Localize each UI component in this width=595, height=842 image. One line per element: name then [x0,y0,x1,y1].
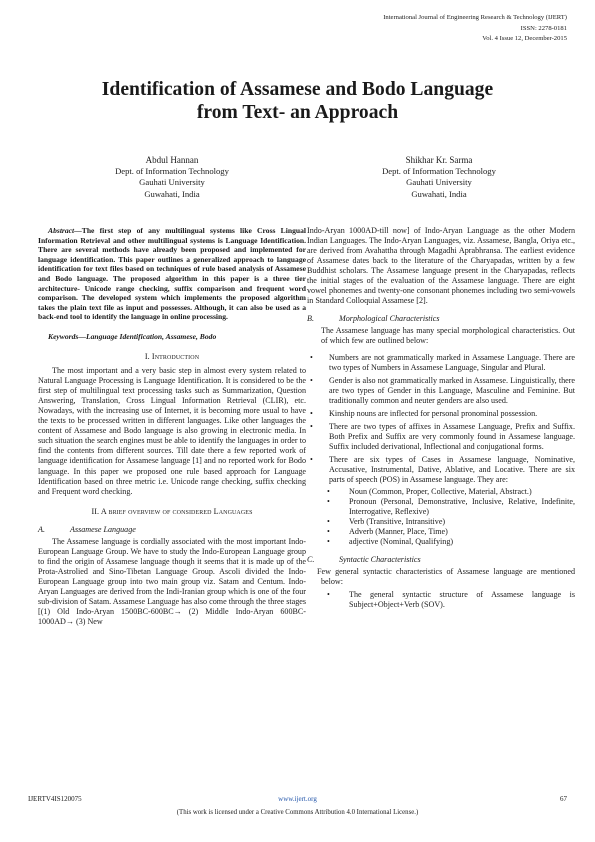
section-heading-languages: II. A brief overview of considered Languages [91,506,253,516]
subsection-title: Syntactic Characteristics [339,555,421,565]
bullet-icon: • [327,487,330,497]
pos-item: • adjective (Nominal, Qualifying) [327,537,454,547]
syntactic-list [307,590,575,610]
author-university: Gauhati University [406,177,472,188]
subsection-heading-syntactic [307,555,575,565]
subsection-letter: C. [307,555,315,565]
footer-url-link[interactable]: www.ijert.org [278,795,317,803]
author-university: Gauhati University [139,177,205,188]
syntactic-intro: Few general syntactic characteristics of Assamese language are mentioned below: [317,567,575,587]
list-item: • Kinship nouns are inflected for personal pronominal possession. [310,408,538,418]
pos-item: • Pronoun (Personal, Demonstrative, Inclusive, Relative, Indefinite, Interrogative, Reflexive) [327,497,575,517]
author-name: Shikhar Kr. Sarma [405,155,473,165]
right-column [307,226,575,610]
pos-item: • Noun (Common, Proper, Collective, Material, Abstract.) [327,487,532,497]
license-notice: (This work is licensed under a Creative Commons Attribution 4.0 International License.) [176,809,419,816]
subsection-letter: B. [307,314,314,324]
bullet-icon: • [310,352,313,362]
pos-item: • Adverb (Manner, Place, Time) [327,527,448,537]
journal-header [383,13,567,45]
abstract [38,226,306,322]
bullet-icon: • [327,589,330,599]
paper-title [0,78,595,124]
subsection-heading-assamese [38,525,306,535]
journal-name: International Journal of Engineering Research & Technology (IJERT) [383,14,567,21]
subsection-title: Morphological Characteristics [339,314,440,324]
list-item: • Numbers are not grammatically marked in Assamese Language. There are two types of Numbers in Assamese Language, Singular and Plural. [310,352,575,372]
author-dept: Dept. of Information Technology [382,166,496,177]
keywords: Keywords—Language Identification, Assamese, Bodo [48,331,217,341]
journal-volume: Vol. 4 Issue 12, December-2015 [482,35,567,43]
assamese-paragraph: The Assamese language is cordially associated with the most important Indo-European Language Group. We have to study the Indo-European Language group to find the origin of Assamese language though it seems that it is made up of the Prota-Astrolied and Sino-Tibetan Language Group. Ascoli divided the Indo-European Language group into two main group viz. Satam and Centum. Indo-Aryan Languages are derived from the Indi-Iranian group which is one of the four sub-division of Satam. Assamese Language has also come through the three stages [(1) Old Indo-Aryan 1500BC-600BC→ (2) Middle Indo-Aryan 600BC-1000AD→ (3) New [38,536,306,627]
bullet-icon: • [327,527,330,537]
introduction-paragraph: The most important and a very basic step in almost every system related to Natural Language Processing is Language Identification. It is considered to be the first step of multilingual text processing tasks such as Summarization, Question Answering, Translation, Cross Lingual Information Retrieval (CLIR), etc. Nowadays, with the increasing use of Internet, it is becoming more usual to have the texts to be processed written in different languages. Like other languages the content of Assamese and Bodo language is also growing in electronic media. In such situation the search engines must be able to identify the languages in order to find the contents from different sources. Till date there a few reported work of language identification for Assamese language [1] and no reported work for Bodo language. In this paper we proposed one rule based approach for Language Identification based on three metric i.e. Unicode range checking, suffix checking and Frequent word checking. [38,366,306,496]
list-item: • There are six types of Cases in Assamese language, Nominative, Accusative, Instrumental, Dative, Ablative, and Locative. There are six parts of speech (POS) in Assamese language. They are: • Noun (Common, Proper, Collective, Material, Abstract.) • Pronoun (Personal, Demonstrative, Inclusive, Relative, Indefinite, Interrogative, Reflexive) • Verb (Transitive, Intransitive) • Adverb (Manner, Place, Time) • adjective (Nominal, Qualifying) [307,455,575,547]
footer-page-number: 67 [560,795,567,803]
pos-list [307,487,575,547]
bullet-icon: • [310,454,313,464]
author-city: Guwahati, India [411,188,467,199]
author-city: Guwahati, India [144,188,200,199]
morphological-list [307,353,575,548]
assamese-paragraph-continued: Indo-Aryan 1000AD-till now] of Indo-Aryan Language as the other Modern Indian Languages. The Indo-Aryan Languages, viz. Assamese, Bangla, Oriya etc., are derived from Avahattha through Magadhi Aprabhransa. The earliest evidence of Assamese dates back to the literature of the Charyapadas, written by a few Buddhist scholars. The Assamese language present in the Charyapadas, reflects the initial stages of the evaluation of the Assamese language. There are eight vowel phonemes and twenty-one consonant phonemes including two semi-vowels in Standard Colloquial Assamese [2]. [307,226,575,306]
list-item: • Gender is also not grammatically marked in Assamese. Linguistically, there are two types of Gender in this Language, Masculine and Feminine. But traditionally common and neuter genders are also used. [310,375,575,405]
list-item: • There are two types of affixes in Assamese Language, Prefix and Suffix. Both Prefix and Suffix are very commonly found in Assamese language. Suffix included derivational, Inflectional and conjugational forms. [310,421,575,451]
subsection-heading-morphological [307,314,575,324]
section-heading-introduction: I. Introduction [144,351,200,361]
left-column [38,226,306,627]
abstract-label: Abstract [48,226,75,235]
bullet-icon: • [310,375,313,385]
subsection-letter: A. [38,524,45,534]
paper-title-line-1: Identification of Assamese and Bodo Language [101,79,494,100]
abstract-text: —The first step of any multilingual systems like Cross Lingual Information Retrieval and other multilingual systems is Language Identification. There are several methods have already been proposed and implemented for language identification. This paper outlines a generalized approach to language identification for text files based on techniques of rule based analysis of Assamese and Bodo language. The proposed algorithm in this paper is a three tier architecture- Unicode range checking, suffix comparison and frequent word comparison. The developed system which implements the proposed algorithm takes the plain text file as input and possesses. Although, it can also be used as a back-end tool to identify the language in online processing. [38,226,306,322]
author-block-2 [329,155,549,200]
bullet-icon: • [310,421,313,431]
bullet-icon: • [327,517,330,527]
morphological-intro: The Assamese language has many special morphological characteristics. Out of which few are outlined below: [321,326,575,346]
bullet-icon: • [327,497,330,507]
bullet-icon: • [310,408,313,418]
list-item: • The general syntactic structure of Assamese language is Subject+Object+Verb (SOV). [327,589,575,609]
footer-paper-id: IJERTV4IS120075 [28,795,82,803]
journal-issn: ISSN: 2278-0181 [520,24,567,32]
author-name: Abdul Hannan [145,155,199,165]
pos-item: • Verb (Transitive, Intransitive) [327,517,446,527]
bullet-icon: • [327,537,330,547]
author-block-1 [62,155,282,200]
subsection-title: Assamese Language [70,524,136,534]
author-dept: Dept. of Information Technology [115,166,229,177]
paper-title-line-2: from Text- an Approach [196,102,399,123]
